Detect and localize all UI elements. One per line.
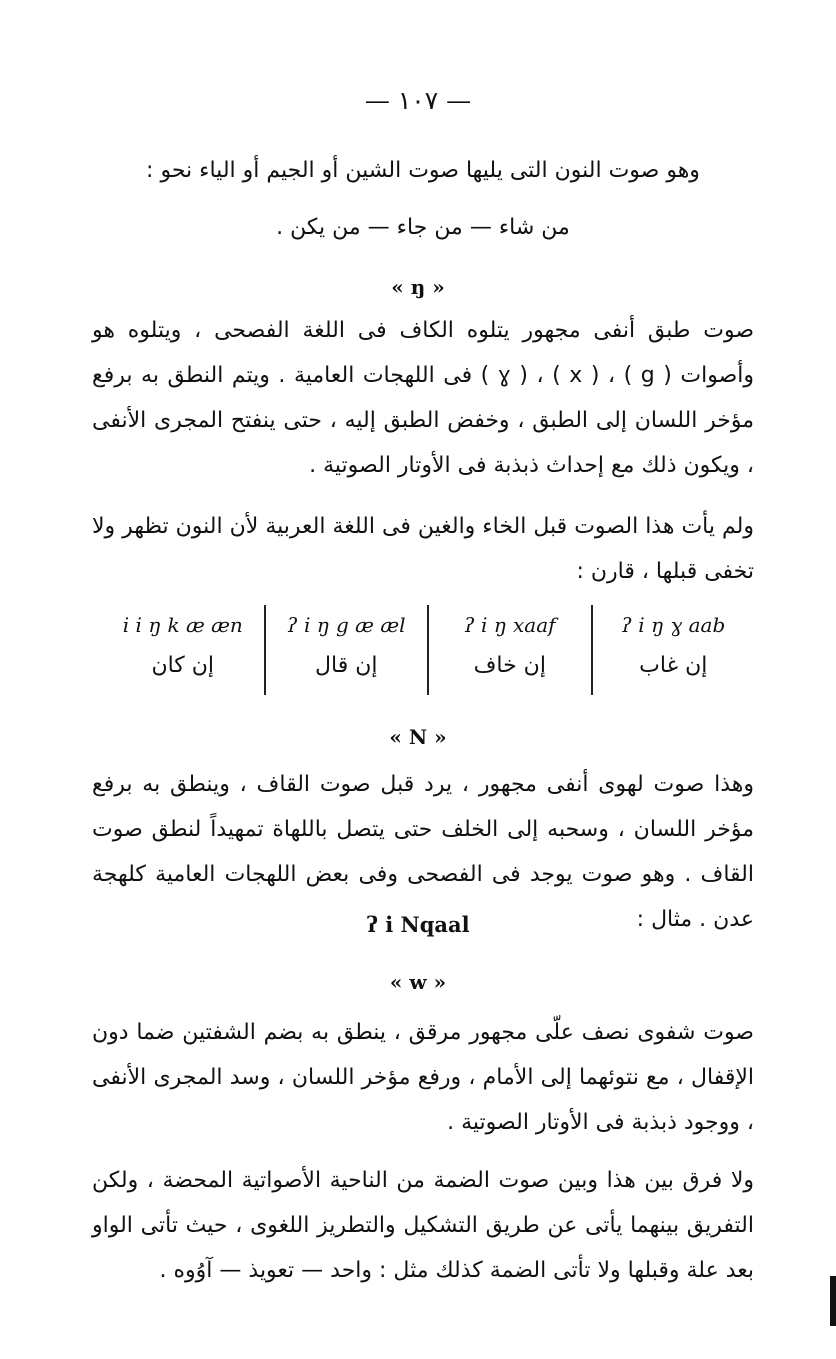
- section-heading-uvular: « N »: [389, 725, 447, 749]
- example-transcription: ʔ i ŋ ɣ aab: [621, 613, 726, 637]
- w-paragraph-1: صوت شفوى نصف علّى مجهور مرقق ، ينطق به بضم الشفتين ضما دون الإقفال ، مع نتوئهما إلى الأمام ، ورفع مؤخر اللسان ، وسد المجرى الأنفى ، ووجود ذبذبة فى الأوتار الصوتية .: [92, 1020, 754, 1135]
- page-number: — ١٠٧ —: [364, 86, 472, 115]
- example-transcription: i i ŋ k æ æn: [122, 613, 243, 637]
- uvular-paragraph: وهذا صوت لهوى أنفى مجهور ، يرد قبل صوت القاف ، وينطق به برفع مؤخر اللسان ، وسحبه إلى الخلف حتى يتصل باللهاة تمهيداً لنطق صوت القاف . وهو صوت يوجد فى الفصحى وفى بعض اللهجات العامية كلهجة عدن . مثال :: [92, 772, 754, 932]
- uvular-example: ʔ i Nqaal: [366, 912, 470, 937]
- example-transcription: ʔ i ŋ g æ æl: [286, 613, 406, 637]
- example-arabic: إن قال: [315, 653, 378, 678]
- example-column: [102, 605, 266, 695]
- scan-edge-mark: [830, 1276, 836, 1326]
- example-arabic: إن خاف: [473, 653, 546, 678]
- example-column: [593, 605, 755, 695]
- w-paragraph-2: ولا فرق بين هذا وبين صوت الضمة من الناحية الأصواتية المحضة ، ولكن التفريق بينهما يأتى عن طريق التشكيل والتطريز اللغوى ، حيث تأتى الواو بعد علة وقبلها ولا تأتى الضمة كذلك مثل : واحد — تعويذ — آوُوه .: [92, 1168, 754, 1283]
- example-arabic: إن غاب: [639, 653, 708, 678]
- example-transcription: ʔ i ŋ xaaf: [463, 613, 556, 637]
- intro-line: وهو صوت النون التى يليها صوت الشين أو الجيم أو الياء نحو :: [146, 158, 700, 183]
- example-column: [429, 605, 593, 695]
- eng-paragraph-2: ولم يأت هذا الصوت قبل الخاء والغين فى اللغة العربية لأن النون تظهر ولا تخفى قبلها ، قارن :: [92, 514, 754, 584]
- intro-examples: من شاء — من جاء — من يكن .: [276, 215, 570, 240]
- example-column: [266, 605, 430, 695]
- section-heading-w: « w »: [389, 970, 447, 994]
- comparison-examples: [102, 605, 754, 695]
- section-heading-eng: « ŋ »: [391, 275, 445, 299]
- example-arabic: إن كان: [151, 653, 215, 678]
- eng-paragraph-1: صوت طبق أنفى مجهور يتلوه الكاف فى اللغة الفصحى ، ويتلوه هو وأصوات ( g ) ، ( x ) ، ( ɣ ) فى اللهجات العامية . ويتم النطق به برفع مؤخر اللسان إلى الطبق ، وخفض الطبق إليه ، حتى ينفتح المجرى الأنفى ، ويكون ذلك مع إحداث ذبذبة فى الأوتار الصوتية .: [92, 318, 754, 478]
